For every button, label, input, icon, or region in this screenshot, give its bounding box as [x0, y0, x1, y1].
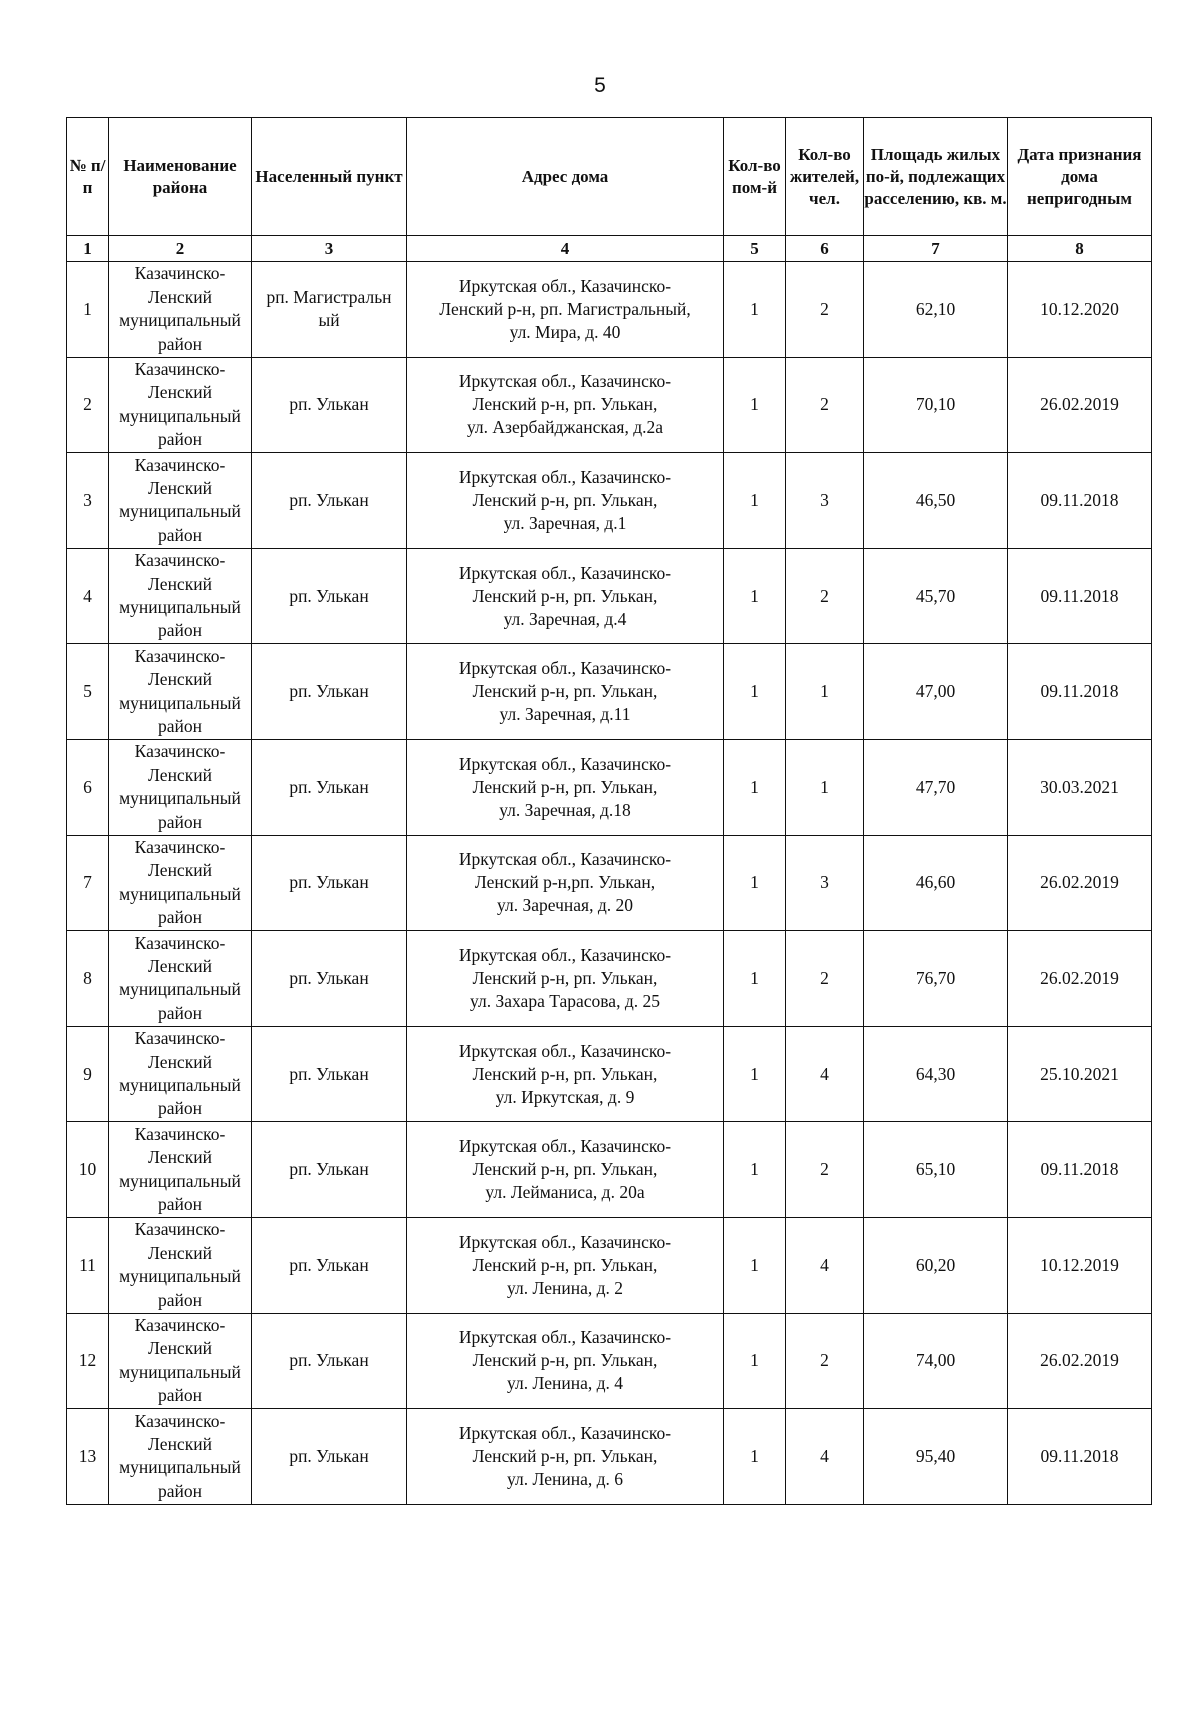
- address-cell-line: ул. Заречная, д.11: [499, 704, 631, 725]
- district-cell-line: район: [158, 907, 202, 928]
- area-cell: 76,70: [864, 931, 1008, 1027]
- district-cell-line: Ленский: [148, 956, 212, 977]
- table-row: [67, 453, 1152, 549]
- address-cell-line: Ленский р-н, рп. Улькан,: [472, 681, 658, 702]
- district-cell-line: Ленский: [148, 669, 212, 690]
- date-cell: 26.02.2019: [1008, 1313, 1152, 1409]
- district-cell: [109, 453, 252, 549]
- settlement-cell: [252, 548, 407, 644]
- district-cell-line: муниципальный: [119, 788, 241, 809]
- district-cell-line: муниципальный: [119, 1457, 241, 1478]
- rooms-cell: 1: [724, 1313, 786, 1409]
- district-cell-line: Казачинско-: [134, 837, 226, 858]
- address-cell: [407, 644, 724, 740]
- district-cell-line: муниципальный: [119, 1266, 241, 1287]
- rooms-cell: 1: [724, 453, 786, 549]
- row-number-cell: 8: [67, 931, 109, 1027]
- district-cell-line: муниципальный: [119, 405, 241, 426]
- district-cell-line: Ленский: [148, 860, 212, 881]
- settlement-cell: [252, 644, 407, 740]
- district-cell: [109, 262, 252, 358]
- column-number: 2: [109, 236, 252, 262]
- date-cell: 10.12.2020: [1008, 262, 1152, 358]
- address-cell-line: Ленский р-н, рп. Улькан,: [472, 585, 658, 606]
- district-cell-line: Казачинско-: [134, 645, 226, 666]
- row-number-cell: 9: [67, 1026, 109, 1122]
- row-number-cell: 1: [67, 262, 109, 358]
- settlement-cell: [252, 931, 407, 1027]
- district-cell-line: Казачинско-: [134, 1410, 226, 1431]
- address-cell-line: Иркутская обл., Казачинско-: [458, 658, 672, 679]
- date-cell: 25.10.2021: [1008, 1026, 1152, 1122]
- address-cell: [407, 835, 724, 931]
- column-number: 5: [724, 236, 786, 262]
- settlement-cell: [252, 1313, 407, 1409]
- address-cell-line: Ленский р-н,рп. Улькан,: [474, 872, 656, 893]
- district-cell: [109, 1122, 252, 1218]
- date-cell: 09.11.2018: [1008, 1122, 1152, 1218]
- address-cell-line: Иркутская обл., Казачинско-: [458, 1422, 672, 1443]
- address-cell: [407, 931, 724, 1027]
- district-cell-line: район: [158, 811, 202, 832]
- address-cell-line: Ленский р-н, рп. Улькан,: [472, 1445, 658, 1466]
- settlement-cell: [252, 739, 407, 835]
- address-cell-line: Иркутская обл., Казачинско-: [458, 1231, 672, 1252]
- table-row: [67, 1122, 1152, 1218]
- settlement-cell-line: рп. Магистральн: [266, 287, 392, 308]
- address-cell: [407, 1026, 724, 1122]
- address-cell: [407, 548, 724, 644]
- district-cell-line: район: [158, 1480, 202, 1501]
- settlement-cell-line: рп. Улькан: [289, 1254, 369, 1275]
- district-cell-line: район: [158, 524, 202, 545]
- settlement-cell: [252, 1122, 407, 1218]
- rooms-cell: 1: [724, 262, 786, 358]
- settlement-cell-line: рп. Улькан: [289, 1063, 369, 1084]
- address-cell-line: Иркутская обл., Казачинско-: [458, 562, 672, 583]
- settlement-cell-line: рп. Улькан: [289, 872, 369, 893]
- settlement-cell: [252, 1217, 407, 1313]
- address-cell: [407, 739, 724, 835]
- date-cell: 26.02.2019: [1008, 835, 1152, 931]
- district-cell: [109, 357, 252, 453]
- table-row: [67, 1409, 1152, 1505]
- area-cell: 95,40: [864, 1409, 1008, 1505]
- address-cell-line: ул. Мира, д. 40: [509, 321, 621, 342]
- table-row: [67, 357, 1152, 453]
- address-cell-line: ул. Заречная, д.1: [503, 512, 627, 533]
- address-cell-line: ул. Ленина, д. 6: [507, 1468, 623, 1489]
- district-cell-line: Казачинско-: [134, 741, 226, 762]
- district-cell: [109, 931, 252, 1027]
- date-cell: 10.12.2019: [1008, 1217, 1152, 1313]
- date-cell: 09.11.2018: [1008, 453, 1152, 549]
- district-cell: [109, 548, 252, 644]
- rooms-cell: 1: [724, 1409, 786, 1505]
- address-cell: [407, 1122, 724, 1218]
- row-number-cell: 11: [67, 1217, 109, 1313]
- table-row: [67, 1217, 1152, 1313]
- header-row: [67, 118, 1152, 236]
- address-cell-line: ул. Азербайджанская, д.2а: [466, 417, 664, 438]
- residents-cell: 4: [786, 1217, 864, 1313]
- settlement-cell-line: рп. Улькан: [289, 1445, 369, 1466]
- address-cell-line: Иркутская обл., Казачинско-: [458, 466, 672, 487]
- area-cell: 62,10: [864, 262, 1008, 358]
- district-cell-line: Ленский: [148, 1147, 212, 1168]
- column-number: 7: [864, 236, 1008, 262]
- address-cell-line: Иркутская обл., Казачинско-: [458, 753, 672, 774]
- district-cell-line: район: [158, 1002, 202, 1023]
- column-number: 6: [786, 236, 864, 262]
- date-cell: 30.03.2021: [1008, 739, 1152, 835]
- district-cell-line: Казачинско-: [134, 1315, 226, 1336]
- address-cell-line: Ленский р-н, рп. Улькан,: [472, 1063, 658, 1084]
- date-cell: 26.02.2019: [1008, 357, 1152, 453]
- address-cell-line: Иркутская обл., Казачинско-: [458, 275, 672, 296]
- row-number-cell: 5: [67, 644, 109, 740]
- district-cell-line: Казачинско-: [134, 932, 226, 953]
- district-cell-line: муниципальный: [119, 692, 241, 713]
- district-cell-line: Ленский: [148, 286, 212, 307]
- district-cell-line: муниципальный: [119, 1170, 241, 1191]
- column-number: 8: [1008, 236, 1152, 262]
- header-settlement: Населенный пункт: [252, 118, 407, 236]
- column-number: 4: [407, 236, 724, 262]
- settlement-cell: [252, 262, 407, 358]
- district-cell-line: Казачинско-: [134, 454, 226, 475]
- row-number-cell: 12: [67, 1313, 109, 1409]
- rooms-cell: 1: [724, 835, 786, 931]
- rooms-cell: 1: [724, 931, 786, 1027]
- district-cell-line: район: [158, 620, 202, 641]
- residents-cell: 2: [786, 548, 864, 644]
- area-cell: 65,10: [864, 1122, 1008, 1218]
- district-cell-line: район: [158, 429, 202, 450]
- row-number-cell: 2: [67, 357, 109, 453]
- column-number-row: [67, 236, 1152, 262]
- residents-cell: 3: [786, 835, 864, 931]
- area-cell: 70,10: [864, 357, 1008, 453]
- address-cell-line: Ленский р-н, рп. Улькан,: [472, 967, 658, 988]
- address-cell-line: ул. Заречная, д.18: [499, 799, 631, 820]
- district-cell-line: Казачинско-: [134, 263, 226, 284]
- settlement-cell-line: рп. Улькан: [289, 967, 369, 988]
- page-number: 5: [594, 74, 606, 97]
- address-cell-line: ул. Иркутская, д. 9: [495, 1086, 635, 1107]
- address-cell-line: Иркутская обл., Казачинско-: [458, 371, 672, 392]
- date-cell: 26.02.2019: [1008, 931, 1152, 1027]
- rooms-cell: 1: [724, 357, 786, 453]
- header-address: Адрес дома: [407, 118, 724, 236]
- residents-cell: 3: [786, 453, 864, 549]
- district-cell-line: район: [158, 1098, 202, 1119]
- district-cell-line: Казачинско-: [134, 550, 226, 571]
- date-cell: 09.11.2018: [1008, 644, 1152, 740]
- area-cell: 60,20: [864, 1217, 1008, 1313]
- rooms-cell: 1: [724, 644, 786, 740]
- district-cell-line: район: [158, 1289, 202, 1310]
- address-cell-line: Ленский р-н, рп. Улькан,: [472, 489, 658, 510]
- rooms-cell: 1: [724, 1217, 786, 1313]
- address-cell-line: ул. Захара Тарасова, д. 25: [470, 990, 660, 1011]
- header-date: Дата признания дома непригодным: [1008, 118, 1152, 236]
- settlement-cell: [252, 835, 407, 931]
- district-cell-line: муниципальный: [119, 597, 241, 618]
- address-cell: [407, 1409, 724, 1505]
- header-district: Наименование района: [109, 118, 252, 236]
- column-number: 1: [67, 236, 109, 262]
- district-cell-line: Ленский: [148, 573, 212, 594]
- residents-cell: 1: [786, 644, 864, 740]
- district-cell-line: Ленский: [148, 1338, 212, 1359]
- district-cell-line: муниципальный: [119, 883, 241, 904]
- area-cell: 47,00: [864, 644, 1008, 740]
- district-cell-line: Казачинско-: [134, 1028, 226, 1049]
- housing-table: [66, 117, 1152, 1505]
- address-cell-line: Иркутская обл., Казачинско-: [458, 849, 672, 870]
- residents-cell: 2: [786, 931, 864, 1027]
- district-cell-line: район: [158, 716, 202, 737]
- district-cell: [109, 1409, 252, 1505]
- address-cell-line: Ленский р-н, рп. Магистральный,: [439, 298, 691, 319]
- address-cell-line: ул. Заречная, д. 20: [497, 895, 633, 916]
- district-cell: [109, 1217, 252, 1313]
- row-number-cell: 10: [67, 1122, 109, 1218]
- row-number-cell: 6: [67, 739, 109, 835]
- settlement-cell-line: рп. Улькан: [289, 681, 369, 702]
- area-cell: 45,70: [864, 548, 1008, 644]
- district-cell-line: Ленский: [148, 478, 212, 499]
- header-residents: Кол-во жителей, чел.: [786, 118, 864, 236]
- district-cell-line: муниципальный: [119, 1075, 241, 1096]
- table-row: [67, 548, 1152, 644]
- row-number-cell: 3: [67, 453, 109, 549]
- rooms-cell: 1: [724, 548, 786, 644]
- address-cell-line: Ленский р-н, рп. Улькан,: [472, 394, 658, 415]
- district-cell-line: район: [158, 333, 202, 354]
- table-row: [67, 931, 1152, 1027]
- table-row: [67, 262, 1152, 358]
- date-cell: 09.11.2018: [1008, 548, 1152, 644]
- table-row: [67, 644, 1152, 740]
- address-cell-line: Ленский р-н, рп. Улькан,: [472, 776, 658, 797]
- district-cell-line: муниципальный: [119, 501, 241, 522]
- address-cell: [407, 262, 724, 358]
- residents-cell: 4: [786, 1409, 864, 1505]
- settlement-cell-line: рп. Улькан: [289, 585, 369, 606]
- district-cell-line: муниципальный: [119, 310, 241, 331]
- district-cell-line: Казачинско-: [134, 1123, 226, 1144]
- district-cell: [109, 835, 252, 931]
- address-cell-line: ул. Лейманиса, д. 20а: [485, 1182, 645, 1203]
- district-cell-line: район: [158, 1385, 202, 1406]
- address-cell-line: ул. Ленина, д. 2: [507, 1277, 623, 1298]
- settlement-cell: [252, 1409, 407, 1505]
- district-cell-line: муниципальный: [119, 979, 241, 1000]
- address-cell-line: Иркутская обл., Казачинско-: [458, 944, 672, 965]
- row-number-cell: 4: [67, 548, 109, 644]
- settlement-cell-line: рп. Улькан: [289, 1350, 369, 1371]
- area-cell: 47,70: [864, 739, 1008, 835]
- table-row: [67, 1026, 1152, 1122]
- table-row: [67, 1313, 1152, 1409]
- residents-cell: 1: [786, 739, 864, 835]
- row-number-cell: 7: [67, 835, 109, 931]
- settlement-cell: [252, 453, 407, 549]
- settlement-cell-line: ый: [318, 310, 340, 331]
- residents-cell: 4: [786, 1026, 864, 1122]
- residents-cell: 2: [786, 262, 864, 358]
- district-cell-line: Ленский: [148, 382, 212, 403]
- settlement-cell-line: рп. Улькан: [289, 489, 369, 510]
- header-rooms: Кол-во пом-й: [724, 118, 786, 236]
- settlement-cell-line: рп. Улькан: [289, 394, 369, 415]
- area-cell: 64,30: [864, 1026, 1008, 1122]
- district-cell: [109, 739, 252, 835]
- area-cell: 46,50: [864, 453, 1008, 549]
- district-cell-line: Казачинско-: [134, 359, 226, 380]
- rooms-cell: 1: [724, 1122, 786, 1218]
- address-cell-line: Ленский р-н, рп. Улькан,: [472, 1350, 658, 1371]
- rooms-cell: 1: [724, 739, 786, 835]
- area-cell: 74,00: [864, 1313, 1008, 1409]
- header-number: № п/п: [67, 118, 109, 236]
- district-cell-line: район: [158, 1194, 202, 1215]
- residents-cell: 2: [786, 357, 864, 453]
- address-cell: [407, 1217, 724, 1313]
- address-cell-line: Иркутская обл., Казачинско-: [458, 1136, 672, 1157]
- address-cell-line: Ленский р-н, рп. Улькан,: [472, 1254, 658, 1275]
- address-cell-line: ул. Заречная, д.4: [503, 608, 627, 629]
- district-cell-line: Ленский: [148, 1051, 212, 1072]
- header-area: Площадь жилых по-й, подлежащих расселению, кв. м.: [864, 118, 1008, 236]
- settlement-cell-line: рп. Улькан: [289, 776, 369, 797]
- address-cell-line: Иркутская обл., Казачинско-: [458, 1327, 672, 1348]
- table-row: [67, 835, 1152, 931]
- date-cell: 09.11.2018: [1008, 1409, 1152, 1505]
- district-cell-line: муниципальный: [119, 1361, 241, 1382]
- address-cell-line: Иркутская обл., Казачинско-: [458, 1040, 672, 1061]
- address-cell: [407, 453, 724, 549]
- district-cell-line: Ленский: [148, 1242, 212, 1263]
- address-cell-line: ул. Ленина, д. 4: [507, 1373, 623, 1394]
- address-cell-line: Ленский р-н, рп. Улькан,: [472, 1159, 658, 1180]
- district-cell-line: Ленский: [148, 764, 212, 785]
- district-cell: [109, 644, 252, 740]
- row-number-cell: 13: [67, 1409, 109, 1505]
- district-cell-line: Ленский: [148, 1434, 212, 1455]
- residents-cell: 2: [786, 1122, 864, 1218]
- area-cell: 46,60: [864, 835, 1008, 931]
- rooms-cell: 1: [724, 1026, 786, 1122]
- district-cell: [109, 1026, 252, 1122]
- settlement-cell: [252, 1026, 407, 1122]
- residents-cell: 2: [786, 1313, 864, 1409]
- column-number: 3: [252, 236, 407, 262]
- district-cell-line: Казачинско-: [134, 1219, 226, 1240]
- address-cell: [407, 1313, 724, 1409]
- table-row: [67, 739, 1152, 835]
- district-cell: [109, 1313, 252, 1409]
- settlement-cell: [252, 357, 407, 453]
- address-cell: [407, 357, 724, 453]
- settlement-cell-line: рп. Улькан: [289, 1159, 369, 1180]
